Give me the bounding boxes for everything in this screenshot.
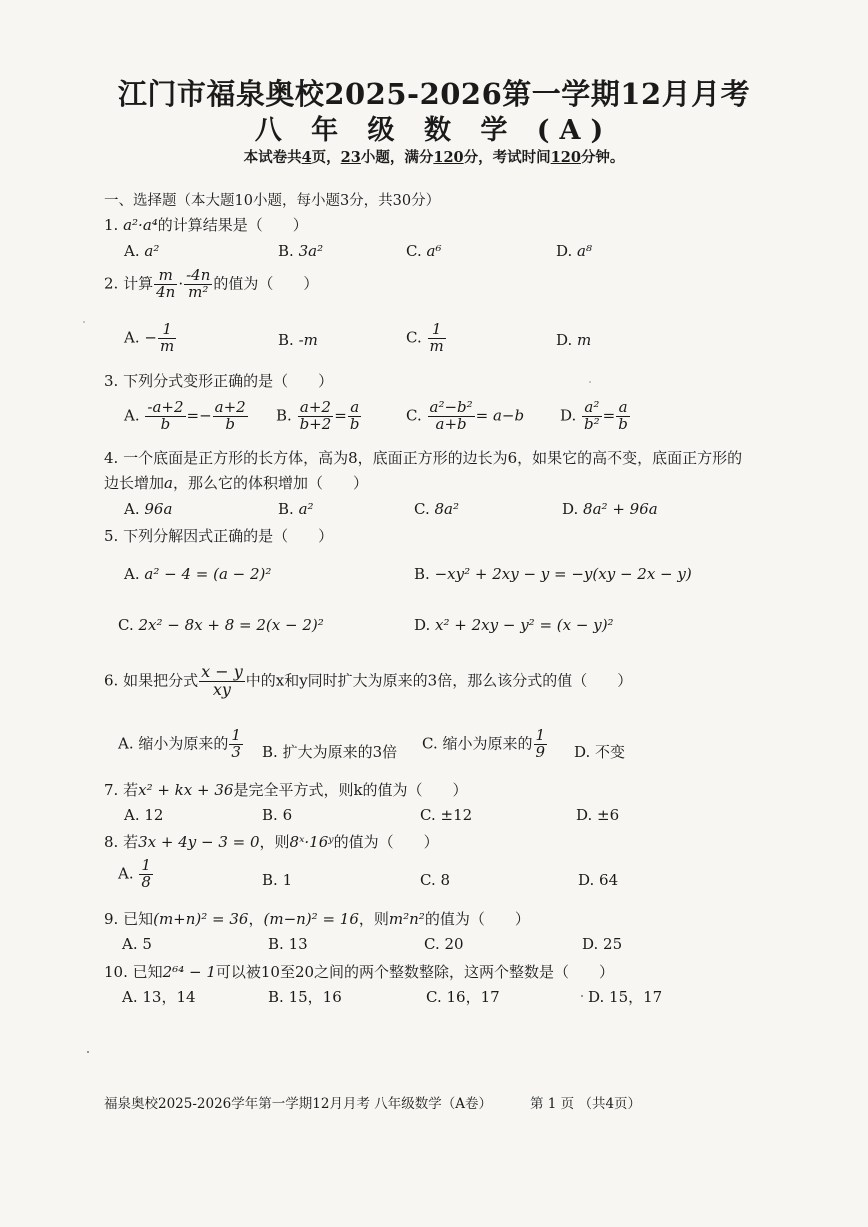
q5-option-d: D. x² + 2xy − y² = (x − y)²: [414, 616, 614, 634]
q5-option-c: C. 2x² − 8x + 8 = 2(x − 2)²: [118, 616, 324, 634]
q3-option-b: B. $\frac{a+2}{b+2}$ = $\frac{a}{b}$: [276, 398, 360, 433]
exam-intro: 本试卷共4页，23小题，满分120分，考试时间120分钟。: [243, 149, 625, 166]
q8-option-d: D. 64: [578, 871, 619, 889]
q6-fraction: $\frac{x - y}{xy}$: [201, 662, 243, 699]
q5-option-b: B. −xy² + 2xy − y = −y(xy − 2x − y): [414, 565, 692, 583]
q1-option-c: C. a⁶: [406, 242, 442, 260]
q2-option-a: A. − $\frac{1}{m}$: [124, 320, 175, 355]
question-10: 10. 已知2⁶⁴ − 1可以被10至20之间的两个整数整除，这两个整数是（ ）: [104, 963, 615, 981]
q3-option-a: A. $\frac{-a+2}{b}$ =− $\frac{a+2}{b}$: [124, 398, 246, 433]
q5-option-a: A. a² − 4 = (a − 2)²: [124, 565, 272, 583]
q9-option-b: B. 13: [268, 935, 308, 953]
q2-fraction-1: $\frac{m}{4n}$: [156, 266, 176, 301]
question-3: 3. 下列分式变形正确的是（ ）: [104, 372, 334, 390]
q3-option-c: C. $\frac{\text{a²−b²}}{a+b}$ = a−b: [406, 398, 525, 433]
q7-option-d: D. ±6: [576, 806, 620, 824]
question-6: 6. 如果把分式 $\frac{x - y}{xy}$ 中的x和y同时扩大为原来的3倍，那么该分式的值（ ）: [104, 662, 633, 699]
question-4-line-2: 边长增加a，那么它的体积增加（ ）: [104, 474, 368, 492]
question-4-line-1: 4. 一个底面是正方形的长方体，高为8，底面正方形的边长为6，如果它的高不变，底面正方形的: [104, 449, 743, 467]
exam-title: 江门市福泉奥校2025-2026第一学期12月月考: [117, 77, 751, 111]
q6-option-a: A. 缩小为原来的 $\frac{1}{3}$: [118, 726, 241, 761]
q9-option-c: C. 20: [424, 935, 464, 953]
q7-option-b: B. 6: [262, 806, 293, 824]
q8-option-c: C. 8: [420, 871, 451, 889]
q2-option-d: D. m: [556, 331, 592, 349]
question-2: 2. 计算 $\frac{m}{4n}$ · $\frac{-4n}{\text{m²}}$ 的值为（ ）: [104, 266, 319, 301]
question-9: 9. 已知(m+n)² = 36，(m−n)² = 16，则m²n²的值为（ ）: [104, 910, 530, 928]
q10-option-d: D. 15，17: [588, 988, 663, 1006]
question-5: 5. 下列分解因式正确的是（ ）: [104, 527, 334, 545]
q10-option-c: C. 16，17: [426, 988, 500, 1006]
q2-fraction-2: $\frac{-4n}{\text{m²}}$: [186, 266, 211, 301]
question-8: 8. 若3x + 4y − 3 = 0，则8ˣ·16ʸ的值为（ ）: [104, 833, 439, 851]
q7-option-a: A. 12: [124, 806, 164, 824]
q1-option-b: B. 3a²: [278, 242, 324, 260]
q4-option-b: B. a²: [278, 500, 314, 518]
q10-option-b: B. 15，16: [268, 988, 342, 1006]
q3-option-d: D. $\frac{\text{a²}}{\text{b²}}$ = $\frac{a}{b}$: [560, 398, 628, 433]
q9-option-d: D. 25: [582, 935, 623, 953]
q8-option-b: B. 1: [262, 871, 293, 889]
exam-subtitle: 八 年 级 数 学 (A): [254, 115, 614, 146]
question-1: 1. a²·a⁴的计算结果是（ ）: [104, 216, 308, 234]
q6-option-b: B. 扩大为原来的3倍: [262, 743, 398, 761]
footer-exam-info: 福泉奥校2025-2026学年第一学期12月月考 八年级数学（A卷）: [104, 1096, 492, 1112]
q2-option-c: C. $\frac{1}{m}$: [406, 320, 444, 355]
q4-option-d: D. 8a² + 96a: [562, 500, 658, 518]
footer-page-number: 第 1 页 （共4页）: [530, 1096, 642, 1112]
q7-option-c: C. ±12: [420, 806, 473, 824]
q6-option-c: C. 缩小为原来的 $\frac{1}{9}$: [422, 726, 546, 761]
q1-option-a: A. a²: [124, 242, 160, 260]
q4-option-a: A. 96a: [124, 500, 173, 518]
q1-option-d: D. a⁸: [556, 242, 593, 260]
question-7: 7. 若x² + kx + 36是完全平方式，则k的值为（ ）: [104, 781, 468, 799]
q4-option-c: C. 8a²: [414, 500, 459, 518]
q8-option-a: A. $\frac{1}{8}$: [118, 856, 151, 891]
q10-option-a: A. 13，14: [122, 988, 196, 1006]
q6-option-d: D. 不变: [574, 743, 626, 761]
section-heading: 一、选择题（本大题10小题，每小题3分，共30分）: [104, 193, 441, 209]
q2-option-b: B. -m: [278, 331, 318, 349]
q9-option-a: A. 5: [122, 935, 152, 953]
